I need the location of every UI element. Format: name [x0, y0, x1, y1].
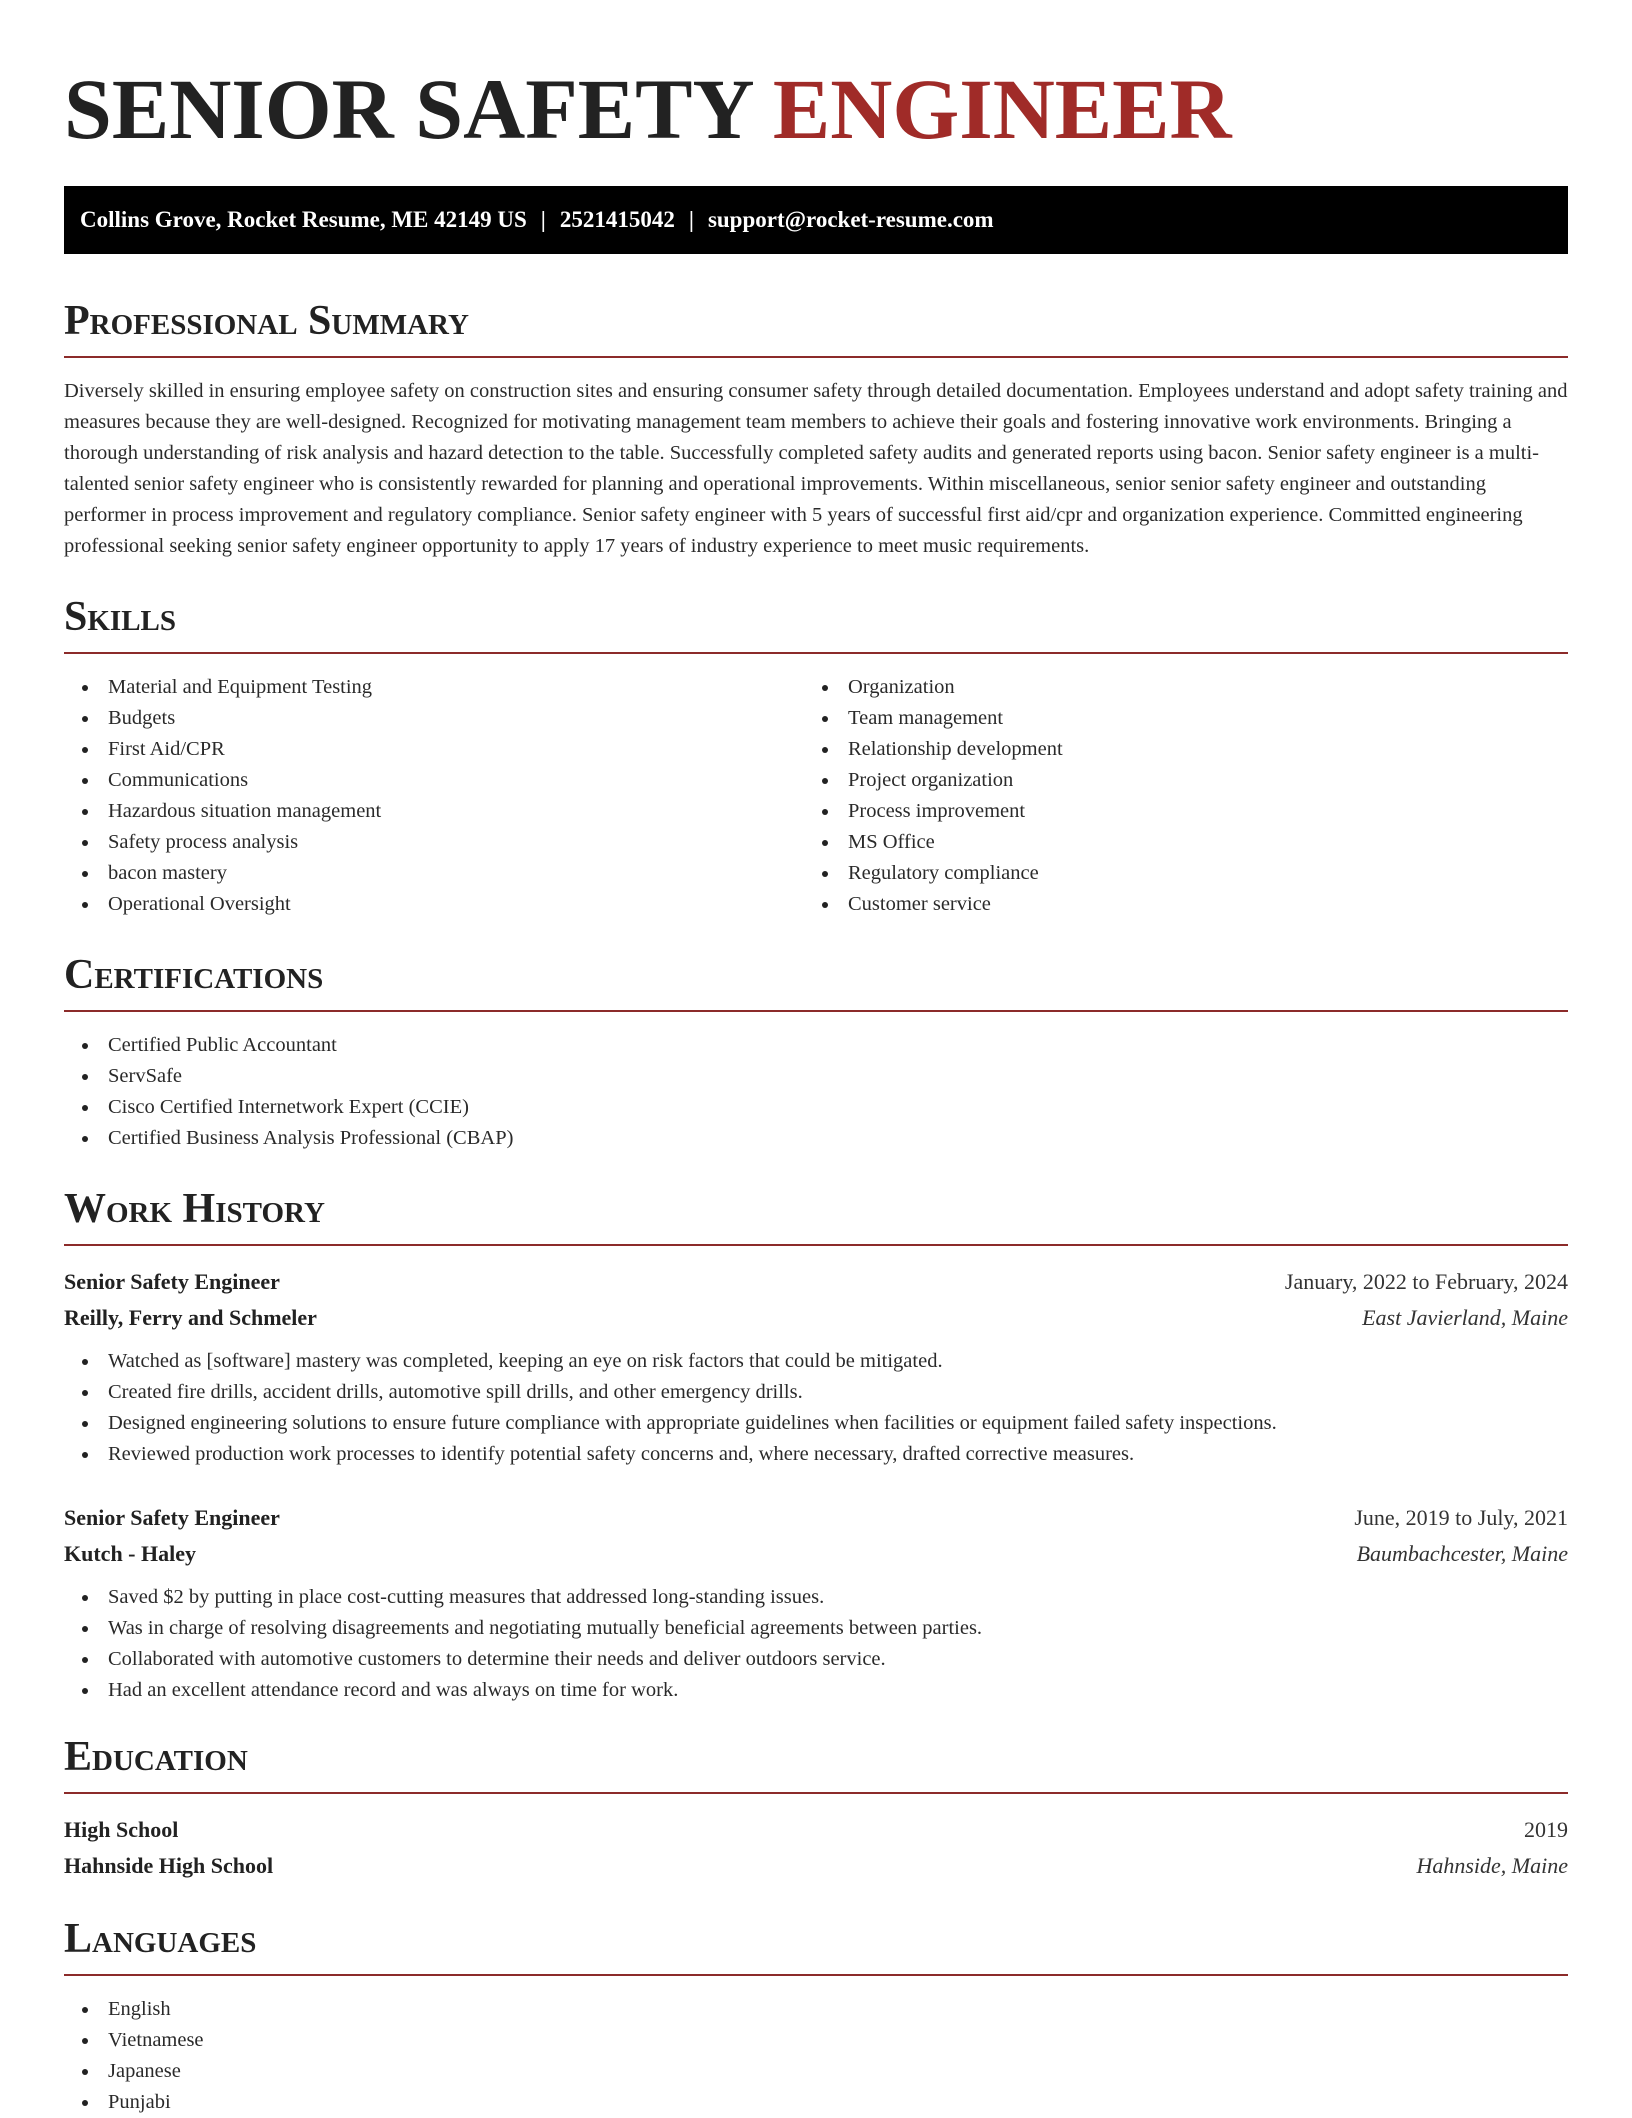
job-dates: June, 2019 to July, 2021 — [1354, 1505, 1568, 1530]
skill-item: Team management — [804, 703, 1556, 734]
job-bullet: Reviewed production work processes to identify potential safety concerns and, where necessary, drafted corrective measures. — [64, 1439, 1568, 1470]
name-part-1: SENIOR SAFETY — [64, 61, 773, 157]
contact-phone: 2521415042 — [559, 207, 675, 232]
skill-item: Safety process analysis — [64, 827, 816, 858]
skill-item: bacon mastery — [64, 858, 816, 889]
skill-item: Material and Equipment Testing — [64, 672, 816, 703]
skill-item: Customer service — [804, 889, 1556, 920]
languages-list — [64, 1994, 1568, 2118]
job-company-row — [64, 1300, 1568, 1336]
job-bullet: Designed engineering solutions to ensure future compliance with appropriate guidelines when facilities or equipment failed safety inspections. — [64, 1408, 1568, 1439]
job-bullet: Collaborated with automotive customers to determine their needs and deliver outdoors service. — [64, 1644, 1568, 1675]
job-dates: January, 2022 to February, 2024 — [1284, 1269, 1568, 1294]
education-school: Hahnside High School — [64, 1853, 274, 1878]
skill-item: MS Office — [804, 827, 1556, 858]
contact-email[interactable]: support@rocket-resume.com — [707, 207, 994, 232]
skill-item: Organization — [804, 672, 1556, 703]
job-company-row — [64, 1536, 1568, 1572]
job-location: Baumbachcester, Maine — [1356, 1541, 1568, 1566]
job-title: Senior Safety Engineer — [64, 1505, 280, 1530]
job-entry — [64, 1500, 1568, 1706]
certification-item: ServSafe — [64, 1061, 1568, 1092]
language-item: Punjabi — [64, 2087, 1568, 2118]
skill-item: Relationship development — [804, 734, 1556, 765]
name-part-2: ENGINEER — [772, 61, 1232, 157]
skill-item: First Aid/CPR — [64, 734, 816, 765]
education-year: 2019 — [1524, 1817, 1568, 1842]
contact-separator: | — [540, 207, 546, 232]
skill-item: Operational Oversight — [64, 889, 816, 920]
skill-item: Communications — [64, 765, 816, 796]
job-company: Kutch - Haley — [64, 1541, 196, 1566]
languages-section — [64, 1918, 1568, 2118]
education-location: Hahnside, Maine — [1416, 1853, 1568, 1878]
job-location: East Javierland, Maine — [1362, 1305, 1568, 1330]
summary-title: Professional Summary — [64, 300, 1568, 358]
skill-item: Regulatory compliance — [804, 858, 1556, 889]
education-entry — [64, 1812, 1568, 1884]
job-bullets — [64, 1582, 1568, 1706]
skill-item: Project organization — [804, 765, 1556, 796]
education-header-row — [64, 1812, 1568, 1848]
education-school-row — [64, 1848, 1568, 1884]
job-title: Senior Safety Engineer — [64, 1269, 280, 1294]
certification-item: Certified Public Accountant — [64, 1030, 1568, 1061]
certifications-list — [64, 1030, 1568, 1154]
skills-columns — [64, 654, 1568, 920]
skill-item: Process improvement — [804, 796, 1556, 827]
job-bullet: Created fire drills, accident drills, automotive spill drills, and other emergency drills. — [64, 1377, 1568, 1408]
summary-text: Diversely skilled in ensuring employee safety on construction sites and ensuring consumer safety through detailed documentation. Employees understand and adopt safety training and measures because they are well-designed. Recognized for motivating management team members to achieve their goals and fostering innovative work environments. Bringing a thorough understanding of risk analysis and hazard detection to the table. Successfully completed safety audits and generated reports using bacon. Senior safety engineer is a multi-talented senior safety engineer who is consistently rewarded for planning and operational improvements. Within miscellaneous, senior senior safety engineer and outstanding performer in process improvement and regulatory compliance. Senior safety engineer with 5 years of successful first aid/cpr and organization experience. Committed engineering professional seeking senior safety engineer opportunity to apply 17 years of industry experience to meet music requirements. — [64, 380, 1568, 557]
contact-address: Collins Grove, Rocket Resume, ME 42149 US — [80, 207, 527, 232]
job-bullet: Watched as [software] mastery was completed, keeping an eye on risk factors that could be mitigated. — [64, 1346, 1568, 1377]
skill-item: Hazardous situation management — [64, 796, 816, 827]
job-header-row — [64, 1500, 1568, 1536]
work-history-title: Work History — [64, 1188, 1568, 1246]
skill-item: Budgets — [64, 703, 816, 734]
education-degree: High School — [64, 1817, 179, 1842]
languages-title: Languages — [64, 1918, 1568, 1976]
job-bullet: Saved $2 by putting in place cost-cutting measures that addressed long-standing issues. — [64, 1582, 1568, 1613]
job-bullets — [64, 1346, 1568, 1470]
certification-item: Cisco Certified Internetwork Expert (CCIE) — [64, 1092, 1568, 1123]
job-bullet: Was in charge of resolving disagreements and negotiating mutually beneficial agreements between parties. — [64, 1613, 1568, 1644]
skills-list-left — [64, 672, 816, 920]
skills-list-right — [804, 672, 1556, 920]
certification-item: Certified Business Analysis Professional (CBAP) — [64, 1123, 1568, 1154]
contact-separator: | — [688, 207, 694, 232]
work-history-section — [64, 1188, 1568, 1706]
skills-section — [64, 596, 1568, 920]
job-header-row — [64, 1264, 1568, 1300]
summary-section — [64, 300, 1568, 562]
job-bullet: Had an excellent attendance record and was always on time for work. — [64, 1675, 1568, 1706]
language-item: Vietnamese — [64, 2025, 1568, 2056]
language-item: Japanese — [64, 2056, 1568, 2087]
education-section — [64, 1736, 1568, 1884]
resume-name — [64, 61, 1568, 157]
contact-bar — [64, 186, 1568, 254]
skills-title: Skills — [64, 596, 1568, 654]
certifications-section — [64, 954, 1568, 1154]
certifications-title: Certifications — [64, 954, 1568, 1012]
job-entry — [64, 1264, 1568, 1470]
education-title: Education — [64, 1736, 1568, 1794]
job-company: Reilly, Ferry and Schmeler — [64, 1305, 317, 1330]
language-item: English — [64, 1994, 1568, 2025]
